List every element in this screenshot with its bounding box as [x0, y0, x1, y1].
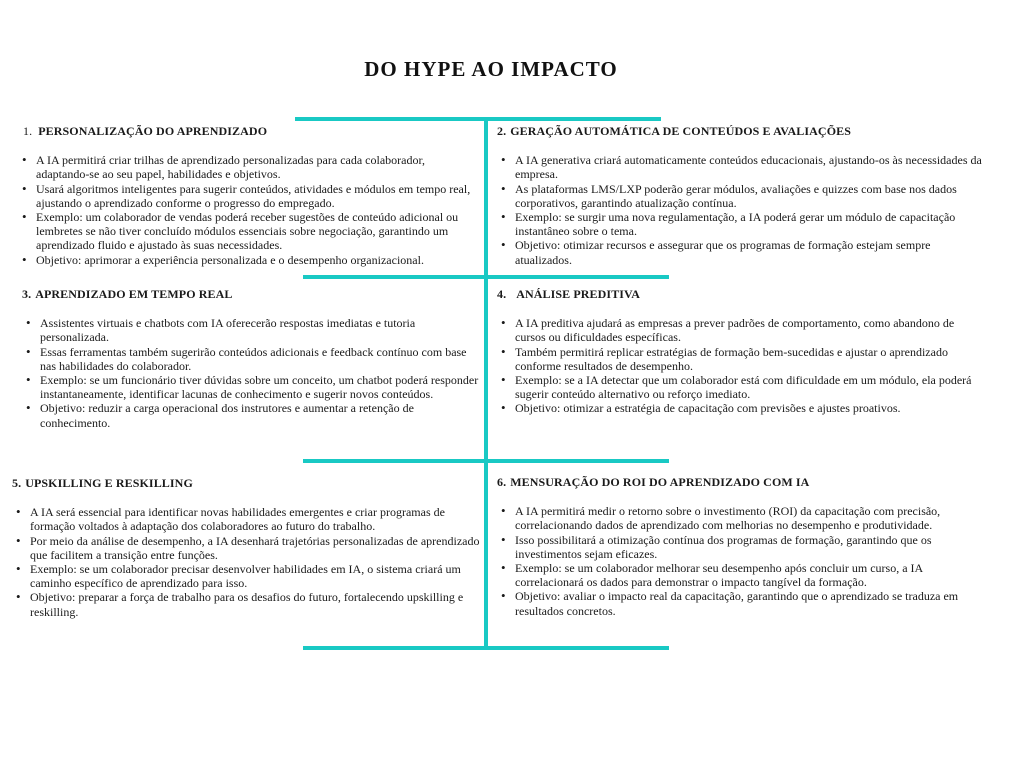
bullet-list — [497, 504, 987, 618]
section-number: 2. — [497, 124, 507, 138]
list-item: • A IA preditiva ajudará as empresas a prever padrões de comportamento, como abandono de cursos ou dificuldades específicas. — [515, 316, 987, 344]
list-item: • Exemplo: um colaborador de vendas poderá receber sugestões de conteúdo adicional ou lembretes se não tiver concluído módulos essenciais sobre negociação, garantindo um aprendizado fluido e ajustado às suas necessidades. — [36, 210, 480, 253]
bullet-list — [12, 505, 480, 619]
section-title: PERSONALIZAÇÃO DO APRENDIZADO — [38, 124, 268, 138]
list-item: • Exemplo: se um funcionário tiver dúvidas sobre um conceito, um chatbot poderá responder instantaneamente, identificar lacunas de conhecimento e sugerir novos conteúdos. — [40, 373, 480, 401]
divider-row-1 — [303, 275, 669, 279]
section-title: APRENDIZADO EM TEMPO REAL — [35, 287, 233, 301]
section-number: 6. — [497, 475, 507, 489]
list-item: • A IA será essencial para identificar novas habilidades emergentes e criar programas de formação voltados à adaptação dos colaboradores ao futuro do trabalho. — [30, 505, 480, 533]
section-title: MENSURAÇÃO DO ROI DO APRENDIZADO COM IA — [510, 475, 810, 489]
list-item: • Objetivo: aprimorar a experiência personalizada e o desempenho organizacional. — [36, 253, 480, 267]
section-geracao-automatica — [497, 124, 987, 267]
bullet-list — [22, 316, 480, 430]
list-item: • Objetivo: avaliar o impacto real da capacitação, garantindo que o aprendizado se traduza em resultados concretos. — [515, 589, 987, 617]
section-mensuracao-roi — [497, 475, 987, 618]
list-item: • Também permitirá replicar estratégias de formação bem-sucedidas e ajustar o aprendizado conforme resultados de desempenho. — [515, 345, 987, 373]
section-number: 1. — [23, 124, 33, 138]
divider-row-2 — [303, 459, 669, 463]
list-item: • A IA generativa criará automaticamente conteúdos educacionais, ajustando-os às necessidades da empresa. — [515, 153, 987, 181]
section-number: 3. — [22, 287, 32, 301]
list-item: • Exemplo: se surgir uma nova regulamentação, a IA poderá gerar um módulo de capacitação instantâneo sobre o tema. — [515, 210, 987, 238]
list-item: • Objetivo: reduzir a carga operacional dos instrutores e aumentar a retenção de conhecimento. — [40, 401, 480, 429]
section-heading — [497, 124, 987, 138]
section-tempo-real — [22, 287, 480, 430]
section-title: GERAÇÃO AUTOMÁTICA DE CONTEÚDOS E AVALIAÇÕES — [510, 124, 852, 138]
section-title: ANÁLISE PREDITIVA — [516, 287, 641, 301]
list-item: • Essas ferramentas também sugerirão conteúdos adicionais e feedback contínuo com base nas habilidades do colaborador. — [40, 345, 480, 373]
section-number: 5. — [12, 476, 22, 490]
list-item: • Assistentes virtuais e chatbots com IA oferecerão respostas imediatas e tutoria personalizada. — [40, 316, 480, 344]
section-heading — [23, 124, 480, 138]
list-item: • Exemplo: se um colaborador precisar desenvolver habilidades em IA, o sistema criará um caminho específico de aprendizado para isso. — [30, 562, 480, 590]
section-personalizacao — [18, 124, 480, 267]
section-heading — [12, 476, 480, 490]
top-divider — [295, 117, 661, 121]
list-item: • As plataformas LMS/LXP poderão gerar módulos, avaliações e quizzes com base nos dados corporativos, garantindo atualização contínua. — [515, 182, 987, 210]
list-item: • Usará algoritmos inteligentes para sugerir conteúdos, atividades e módulos em tempo real, ajustando o aprendizado conforme o progresso do empregado. — [36, 182, 480, 210]
list-item: • Isso possibilitará a otimização contínua dos programas de formação, garantindo que os investimentos sejam eficazes. — [515, 533, 987, 561]
vertical-divider — [484, 119, 488, 649]
bullet-list — [497, 153, 987, 267]
section-number: 4. — [497, 287, 507, 301]
bottom-divider — [303, 646, 669, 650]
list-item: • A IA permitirá criar trilhas de aprendizado personalizadas para cada colaborador, adaptando-se ao seu papel, habilidades e objetivos. — [36, 153, 480, 181]
section-analise-preditiva — [497, 287, 987, 416]
list-item: • A IA permitirá medir o retorno sobre o investimento (ROI) da capacitação com precisão, correlacionando dados de aprendizado com melhorias no desempenho e produtividade. — [515, 504, 987, 532]
list-item: • Exemplo: se a IA detectar que um colaborador está com dificuldade em um módulo, ela poderá sugerir conteúdo alternativo ou reforço imediato. — [515, 373, 987, 401]
page-title: DO HYPE AO IMPACTO — [364, 57, 618, 81]
section-heading — [497, 287, 987, 301]
section-heading — [497, 475, 987, 489]
list-item: • Objetivo: otimizar a estratégia de capacitação com previsões e ajustes proativos. — [515, 401, 987, 415]
section-title: UPSKILLING E RESKILLING — [25, 476, 193, 490]
section-heading — [22, 287, 480, 301]
list-item: • Exemplo: se um colaborador melhorar seu desempenho após concluir um curso, a IA correlacionará os dados para demonstrar o impacto tangível da formação. — [515, 561, 987, 589]
list-item: • Objetivo: preparar a força de trabalho para os desafios do futuro, fortalecendo upskilling e reskilling. — [30, 590, 480, 618]
section-upskilling — [12, 476, 480, 619]
bullet-list — [18, 153, 480, 267]
list-item: • Objetivo: otimizar recursos e assegurar que os programas de formação estejam sempre atualizados. — [515, 238, 987, 266]
bullet-list — [497, 316, 987, 415]
list-item: • Por meio da análise de desempenho, a IA desenhará trajetórias personalizadas de aprendizado que facilitem a transição entre funções. — [30, 534, 480, 562]
